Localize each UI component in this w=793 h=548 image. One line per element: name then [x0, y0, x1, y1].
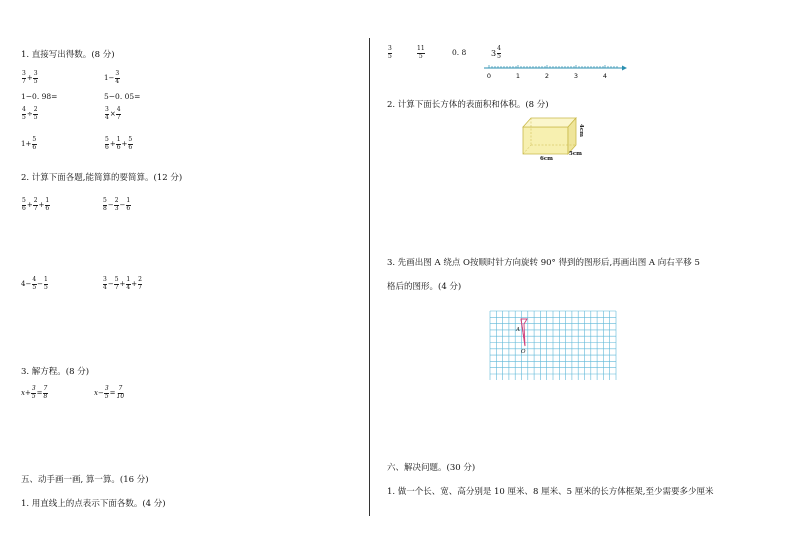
tick-label-0: 0: [486, 72, 492, 80]
q2-item-d: $\frac{3}{4}$ − $\frac{5}{7}$ + $\frac{1}{4}$ + $\frac{2}{7}$: [103, 276, 142, 291]
number-2: $\frac{11}{5}$: [417, 45, 425, 60]
section-6-question-1: 1. 做一个长、宽、高分别是 10 厘米、8 厘米、5 厘米的长方体框架,至少需要多少厘米: [387, 487, 714, 497]
tick-label-3: 3: [573, 72, 579, 80]
question-2-title: 2. 计算下面各题,能简算的要简算。(12 分): [21, 173, 183, 183]
q2-item-c: 4− $\frac{4}{5}$ − $\frac{1}{5}$: [21, 276, 48, 291]
cuboid-diagram: [518, 112, 590, 162]
right-question-3-line-2: 格后的图形。(4 分): [387, 282, 462, 292]
q2-item-a: $\frac{5}{6}$ + $\frac{2}{7}$ + $\frac{1}{6}$: [22, 197, 50, 212]
right-question-2-title: 2. 计算下面长方体的表面积和体积。(8 分): [387, 100, 549, 110]
question-3-title: 3. 解方程。(8 分): [21, 367, 90, 377]
q1-item-h: $\frac{5}{6}$ + $\frac{1}{6}$ + $\frac{5}{6}$: [105, 136, 133, 151]
cuboid-height-label: 4cm: [578, 124, 584, 137]
number-line: [482, 60, 628, 82]
section-5-title: 五、动手画一画, 算一算。(16 分): [21, 475, 149, 485]
q3-item-a: x+ $\frac{3}{5}$ = $\frac{7}{8}$: [21, 385, 48, 400]
column-divider: [369, 38, 370, 516]
q1-item-e: $\frac{4}{5}$ ÷ $\frac{2}{5}$: [22, 106, 38, 121]
number-1: $\frac{3}{5}$: [388, 45, 392, 60]
section-5-question-1: 1. 用直线上的点表示下面各数。(4 分): [21, 499, 166, 509]
number-4: 3 $\frac{4}{5}$: [491, 45, 501, 60]
label-a: A: [516, 327, 520, 333]
question-1-title: 1. 直接写出得数。(8 分): [21, 50, 115, 60]
tick-label-1: 1: [515, 72, 521, 80]
right-question-3-line-1: 3. 先画出图 A 绕点 O按顺时针方向旋转 90° 得到的图形后,再画出图 A 向右平移 5: [387, 258, 700, 268]
q3-item-b: x− $\frac{3}{5}$ = $\frac{7}{10}$: [94, 385, 125, 400]
section-6-title: 六、解决问题。(30 分): [387, 463, 476, 473]
q1-item-g: 1+ $\frac{5}{6}$: [21, 136, 37, 151]
q1-item-a: $\frac{3}{7}$ + $\frac{3}{5}$: [22, 70, 38, 85]
cuboid-length-label: 6cm: [540, 156, 553, 162]
tick-label-2: 2: [544, 72, 550, 80]
tick-label-4: 4: [602, 72, 608, 80]
number-3: 0. 8: [452, 48, 467, 57]
q1-item-d: 5−0. 05=: [104, 92, 141, 101]
q1-item-b: 1− $\frac{3}{4}$: [104, 70, 120, 85]
q2-item-b: $\frac{5}{8}$ − $\frac{2}{3}$ − $\frac{1}{6}$: [103, 197, 131, 212]
cuboid-width-label: 5cm: [569, 151, 582, 157]
grid-diagram: [489, 310, 619, 380]
q1-item-f: $\frac{3}{4}$ × $\frac{4}{7}$: [105, 106, 121, 121]
label-o: O: [521, 349, 526, 355]
q1-item-c: 1−0. 98=: [21, 92, 58, 101]
